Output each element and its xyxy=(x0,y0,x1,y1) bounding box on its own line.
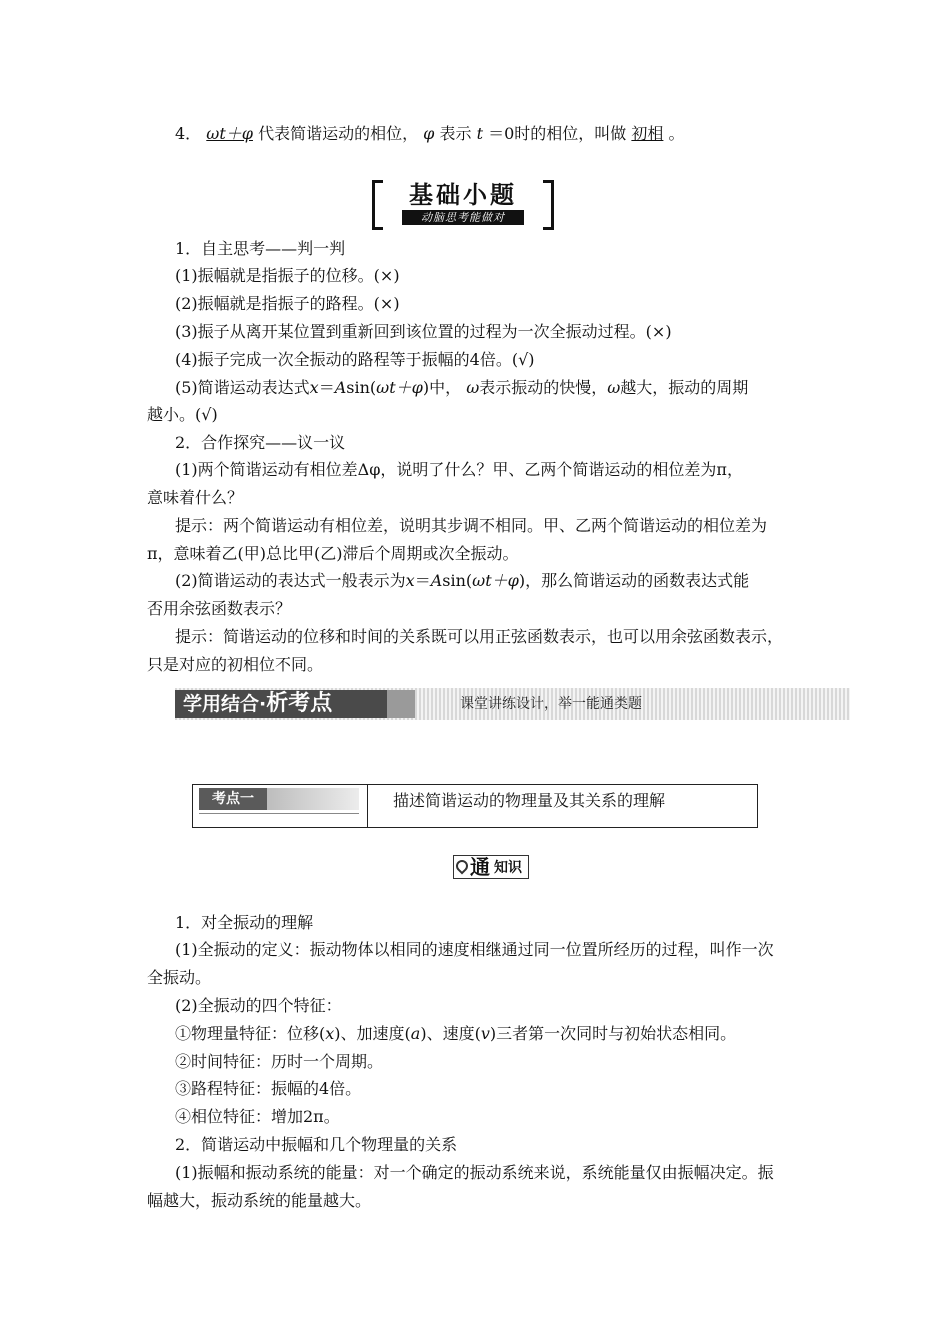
section-banner-apply xyxy=(175,688,850,720)
sec-def-line2: 全振动。 xyxy=(147,968,212,987)
exam-point-underline xyxy=(199,813,359,814)
q2-hint2-line1: 提示：简谐运动的位移和时间的关系既可以用正弦函数表示，也可以用余弦函数表示， xyxy=(175,627,784,646)
q1-item-5-cont: 越小。(√) xyxy=(147,405,218,424)
sec-def-line1: (1)全振动的定义：振动物体以相同的速度相继通过同一位置所经历的过程，叫作一次 xyxy=(175,940,774,959)
section-badge-basic-questions xyxy=(372,180,554,228)
item-4-number: 4． xyxy=(175,124,202,143)
exam-point-title: 描述简谐运动的物理量及其关系的理解 xyxy=(393,791,666,810)
q2-hint2-line2: 只是对应的初相位不同。 xyxy=(147,655,324,674)
sec-heading-1: 1．对全振动的理解 xyxy=(175,913,314,932)
badge-big-char: 通 xyxy=(470,855,490,879)
q1-item-1: (1)振幅就是指振子的位移。(×) xyxy=(175,266,400,285)
q1-item-4: (4)振子完成一次全振动的路程等于振幅的4倍。(√) xyxy=(175,350,535,369)
q1-heading: 1．自主思考——判一判 xyxy=(175,239,346,258)
initial-phase-term: 初相 xyxy=(631,124,664,143)
phase-formula: ωt＋φ xyxy=(206,124,253,143)
sec-feature-3: ③路程特征：振幅的4倍。 xyxy=(175,1079,362,1098)
badge-small-text: 知识 xyxy=(494,860,522,876)
banner-tag xyxy=(387,690,415,718)
exam-point-tag-fade xyxy=(267,788,359,810)
badge-subtitle: 动脑思考能做对 xyxy=(402,210,524,225)
q2-p1-line1: (1)两个简谐运动有相位差Δφ，说明了什么？甲、乙两个简谐运动的相位差为π， xyxy=(175,460,743,479)
pin-icon xyxy=(454,858,471,875)
sec-feature-1: ①物理量特征：位移(x)、加速度(a)、速度(v)三者第一次同时与初始状态相同。 xyxy=(175,1024,737,1043)
q2-p2-line1: (2)简谐运动的表达式一般表示为x＝Asin(ωt＋φ)，那么简谐运动的函数表达式能 xyxy=(175,571,750,590)
q2-heading: 2．合作探究——议一议 xyxy=(175,433,346,452)
sec-feature-2: ②时间特征：历时一个周期。 xyxy=(175,1052,384,1071)
knowledge-badge xyxy=(453,855,529,879)
sec-feature-4: ④相位特征：增加2π。 xyxy=(175,1107,340,1126)
sec-features-heading: (2)全振动的四个特征： xyxy=(175,996,342,1015)
badge-title: 基础小题 xyxy=(409,181,517,209)
q1-item-5: (5)简谐运动表达式x＝Asin(ωt＋φ)中， ω表示振动的快慢，ω越大，振动的周期 xyxy=(175,378,749,397)
q1-item-2: (2)振幅就是指振子的路程。(×) xyxy=(175,294,400,313)
bracket-right xyxy=(543,180,554,230)
q2-hint1-line2: π，意味着乙(甲)总比甲(乙)滞后个周期或次全振动。 xyxy=(147,544,519,563)
item-4: 4． ωt＋φ 代表简谐运动的相位， φ 表示 t ＝0时的相位，叫做 初相 。 xyxy=(175,124,685,143)
sec-energy-line2: 幅越大，振动系统的能量越大。 xyxy=(147,1191,372,1210)
banner-title: 学用结合·析考点 xyxy=(175,690,387,718)
sec-energy-line1: (1)振幅和振动系统的能量：对一个确定的振动系统来说，系统能量仅由振幅决定。振 xyxy=(175,1163,774,1182)
q2-p1-line2: 意味着什么？ xyxy=(147,488,244,507)
q1-item-3: (3)振子从离开某位置到重新回到该位置的过程为一次全振动过程。(×) xyxy=(175,322,672,341)
exam-point-divider xyxy=(367,785,368,827)
exam-point-tag: 考点一 xyxy=(199,788,267,810)
q2-hint1-line1: 提示：两个简谐运动有相位差，说明其步调不相同。甲、乙两个简谐运动的相位差为 xyxy=(175,516,768,535)
bracket-left xyxy=(372,180,383,230)
banner-subtitle: 课堂讲练设计，举一能通类题 xyxy=(460,696,642,712)
exam-point-box xyxy=(192,784,758,828)
q2-p2-line2: 否用余弦函数表示？ xyxy=(147,599,292,618)
sec-heading-2: 2．简谐运动中振幅和几个物理量的关系 xyxy=(175,1135,458,1154)
